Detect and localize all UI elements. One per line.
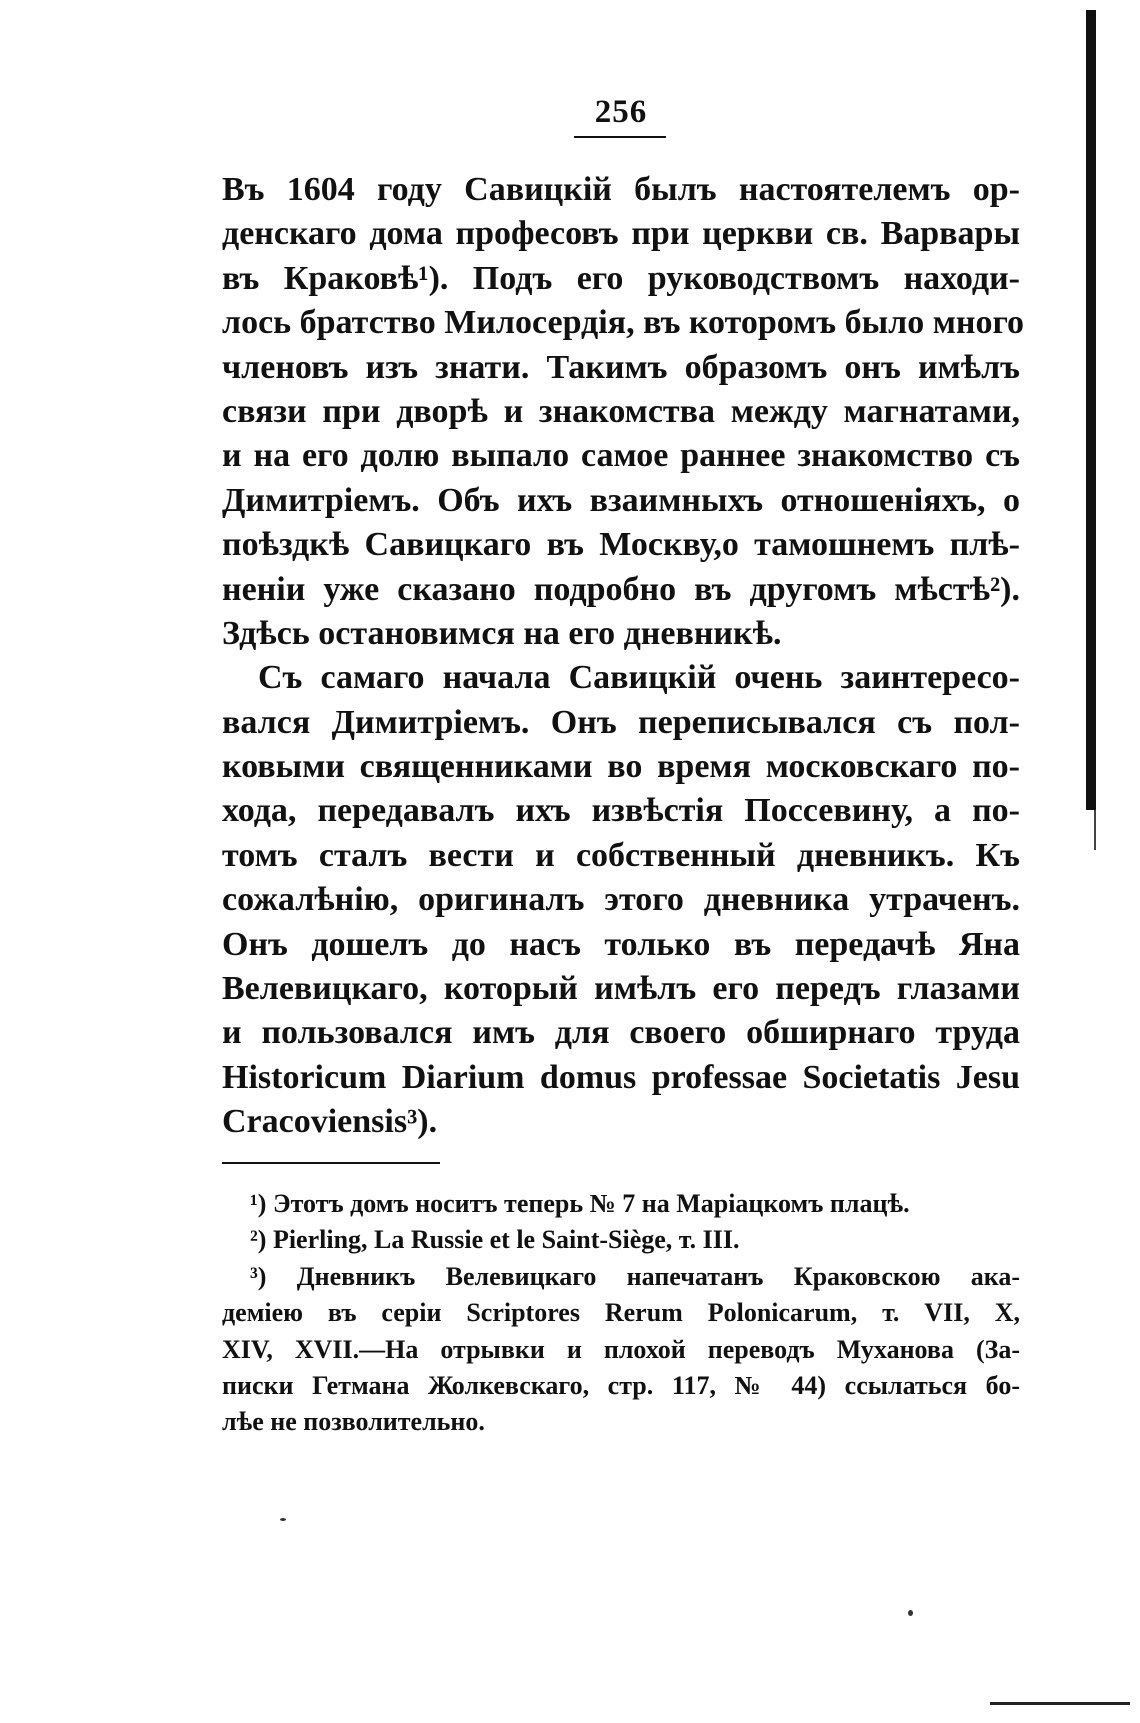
footnote-line: лѣе не позволительно. — [222, 1407, 485, 1437]
footnote-line: ³) Дневникъ Велевицкаго напечатанъ Краковскою ака- — [250, 1261, 1020, 1291]
footnote-line: ¹) Этотъ домъ носитъ теперь № 7 на Маріацкомъ плацѣ. — [250, 1189, 910, 1218]
footnote-line: ²) Pierling, La Russie et le Saint-Siège, т. III. — [250, 1225, 740, 1255]
body-line: Велевицкаго, который имѣлъ его передъ глазами — [222, 970, 1020, 1008]
body-line: ковыми священниками во время московскаго по- — [222, 748, 1020, 786]
body-line: томъ сталъ вести и собственный дневникъ. Къ — [222, 836, 1020, 874]
scan-speck — [908, 1610, 913, 1616]
body-line: Здѣсь остановимся на его дневникѣ. — [222, 614, 782, 652]
body-line: поѣздкѣ Савицкаго въ Москву,о тамошнемъ плѣ- — [222, 526, 1020, 564]
body-line: связи при дворѣ и знакомства между магнатами, — [222, 392, 1020, 430]
body-line: членовъ изъ знати. Такимъ образомъ онъ имѣлъ — [222, 348, 1020, 386]
body-line: и пользовался имъ для своего обширнаго труда — [222, 1014, 1020, 1052]
body-line: Онъ дошелъ до насъ только въ передачѣ Яна — [222, 925, 1020, 963]
body-line: и на его долю выпало самое раннее знакомство съ — [222, 437, 1020, 475]
page-number: 256 — [594, 94, 648, 130]
body-line: Съ самаго начала Савицкій очень заинтересо- — [258, 659, 1020, 697]
body-line: неніи уже сказано подробно въ другомъ мѣстѣ²). — [222, 570, 1020, 608]
body-line: Cracoviensis³). — [222, 1103, 438, 1141]
body-line: Въ 1604 году Савицкій былъ настоятелемъ ор- — [222, 171, 1020, 208]
body-line: вался Димитріемъ. Онъ переписывался съ пол- — [222, 703, 1020, 741]
body-text — [222, 168, 1025, 1145]
body-line: Historicum Diarium domus professae Societatis Jesu — [222, 1058, 1020, 1096]
footnotes — [222, 1186, 1020, 1441]
footnote-line: XIV, XVII.—На отрывки и плохой переводъ Муханова (За- — [222, 1334, 1020, 1364]
body-line: сожалѣнію, оригиналъ этого дневника утраченъ. — [222, 881, 1020, 919]
scan-edge-rule — [990, 1702, 1130, 1705]
body-line: въ Краковѣ¹). Подъ его руководствомъ находи- — [222, 259, 1020, 297]
footnote-line: деміею въ серіи Scriptores Rerum Polonicarum, т. VII, X, — [222, 1298, 1020, 1328]
footnote-separator — [222, 1162, 440, 1164]
body-line: лось братство Милосердія, въ которомъ было много — [222, 304, 1025, 342]
scan-speck — [280, 1518, 286, 1521]
body-line: хода, передавалъ ихъ извѣстія Поссевину, а по- — [222, 792, 1020, 830]
footnote-line: писки Гетмана Жолкевскаго, стр. 117, № 44) ссылаться бо- — [222, 1370, 1020, 1400]
scan-edge-shadow-tail — [1094, 810, 1096, 850]
body-line: Димитріемъ. Объ ихъ взаимныхъ отношеніяхъ, о — [222, 481, 1020, 519]
body-line: денскаго дома професовъ при церкви св. Варвары — [222, 215, 1020, 253]
page-number-underline — [574, 136, 666, 138]
scan-edge-shadow — [1086, 10, 1096, 810]
